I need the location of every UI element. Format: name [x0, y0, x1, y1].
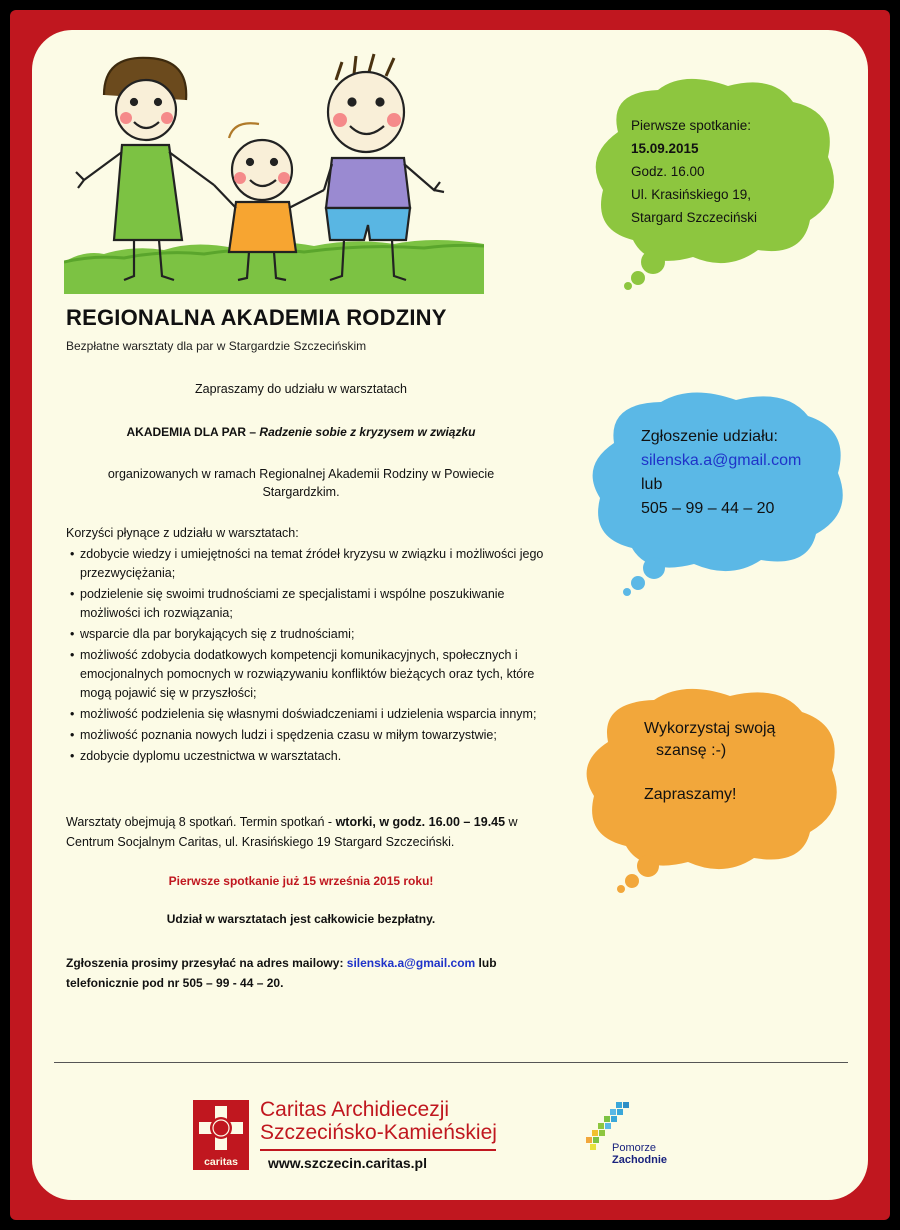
caritas-underline: [260, 1149, 496, 1151]
first-meeting-note: Pierwsze spotkanie już 15 września 2015 roku!: [168, 874, 434, 888]
list-item: • wsparcie dla par borykających się z trudnościami;: [66, 625, 566, 644]
bubble-date: 15.09.2015: [631, 141, 699, 156]
caritas-name-line-2: Szczecińsko-Kamieńskiej: [260, 1121, 497, 1144]
organized-line-1: organizowanych w ramach Regionalnej Akademii Rodziny w Powiecie: [107, 467, 495, 481]
bubble-line: Stargard Szczeciński: [631, 210, 758, 225]
region-logo-text: [612, 1142, 667, 1166]
caritas-website-link[interactable]: www.szczecin.caritas.pl: [268, 1155, 427, 1171]
bubble-line: Ul. Krasińskiego 19,: [631, 187, 752, 202]
benefits-intro: Korzyści płynące z udziału w warsztatach:: [66, 526, 299, 540]
bubble-line: Zapraszamy!: [644, 786, 737, 803]
blue-bubble-text: [641, 425, 801, 521]
green-bubble-text: [631, 114, 757, 229]
program-line: [66, 425, 536, 439]
list-item: • możliwość poznania nowych ludzi i spędzenia czasu w miłym towarzystwie;: [66, 726, 566, 745]
list-item: • podzielenie się swoimi trudnościami ze specjalistami i wspólne poszukiwanie możliwości ich rozwiązania;: [66, 585, 566, 623]
region-line-2: Zachodnie: [612, 1154, 668, 1166]
footer-divider: [54, 1062, 848, 1063]
schedule-part-1: Warsztaty obejmują 8 spotkań. Termin spotkań -: [66, 815, 336, 829]
organized-text: [66, 465, 536, 501]
list-item: • możliwość podzielenia się własnymi doświadczeniami i udzielenia wsparcia innym;: [66, 705, 566, 724]
family-illustration: [64, 40, 484, 294]
bubble-line: lub: [641, 476, 663, 493]
list-item: • zdobycie dyplomu uczestnictwa w warsztatach.: [66, 747, 566, 766]
bubble-line: Wykorzystaj swoją: [644, 720, 776, 737]
schedule-time: wtorki, w godz. 16.00 – 19.45: [335, 815, 506, 829]
organized-line-2: Stargardzkim.: [262, 485, 340, 499]
free-note: Udział w warsztatach jest całkowicie bezpłatny.: [166, 912, 436, 926]
orange-bubble-text: [644, 718, 775, 806]
caritas-logo-text: caritas: [204, 1156, 238, 1168]
caritas-name: [260, 1098, 497, 1144]
apply-text: [66, 953, 556, 993]
bubble-line: Zgłoszenie udziału:: [641, 428, 778, 445]
page-title: REGIONALNA AKADEMIA RODZINY: [66, 305, 447, 330]
region-line-1: Pomorze: [612, 1142, 657, 1154]
program-name: AKADEMIA DLA PAR –: [126, 425, 257, 439]
bubble-line: Pierwsze spotkanie:: [631, 118, 752, 133]
caritas-name-line-1: Caritas Archidiecezji: [260, 1098, 450, 1121]
list-item: • możliwość zdobycia dodatkowych kompetencji komunikacyjnych, społecznych i emocjonalnych pomocnych w rozwiązywaniu konfliktów bieżących oraz tych, które mogą pojawić się w przyszłości;: [66, 646, 566, 703]
apply-part-1: Zgłoszenia prosimy przesyłać na adres mailowy:: [66, 956, 347, 970]
bubble-email-link[interactable]: silenska.a@gmail.com: [641, 452, 802, 469]
benefits-list: [66, 545, 566, 768]
bubble-line: szansę :-): [656, 742, 727, 759]
page-subtitle: Bezpłatne warsztaty dla par w Stargardzie Szczecińskim: [66, 339, 367, 353]
invite-text: Zapraszamy do udziału w warsztatach: [195, 382, 407, 396]
list-item: • zdobycie wiedzy i umiejętności na temat źródeł kryzysu w związku i możliwości jego przezwyciężania;: [66, 545, 566, 583]
program-topic: Radzenie sobie z kryzysem w związku: [259, 425, 476, 439]
caritas-logo: [193, 1100, 249, 1170]
schedule-text: [66, 812, 556, 852]
bubble-line: Godz. 16.00: [631, 164, 705, 179]
apply-email-link[interactable]: silenska.a@gmail.com: [346, 956, 476, 970]
apply-part-2: lub telefonicznie pod nr 505 – 99 - 44 – 20.: [66, 956, 497, 990]
schedule-part-2: w Centrum Socjalnym Caritas, ul. Krasińskiego 19 Stargard Szczeciński.: [66, 815, 518, 849]
bubble-phone: 505 – 99 – 44 – 20: [641, 500, 775, 517]
